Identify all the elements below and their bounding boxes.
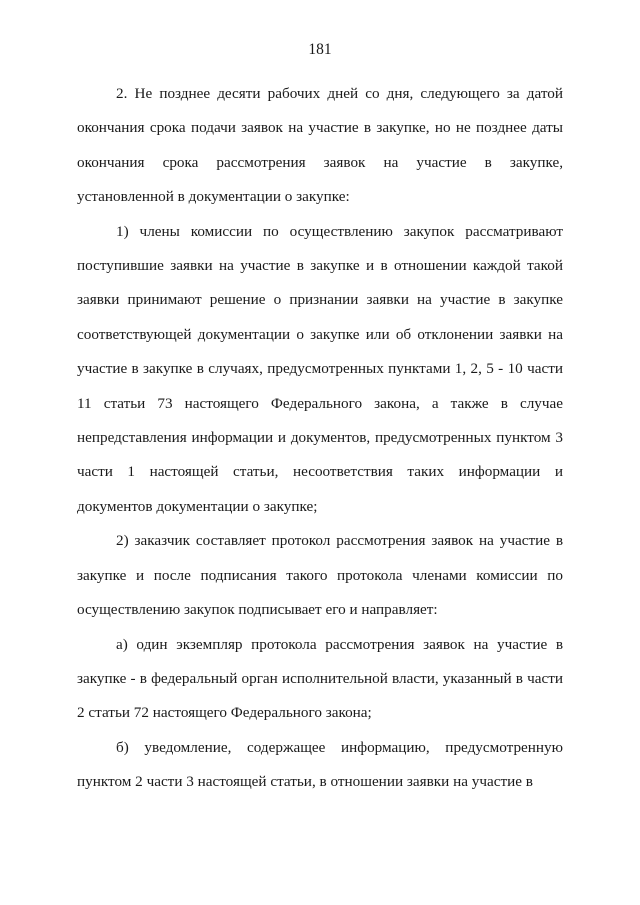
paragraph-subitem-a: а) один экземпляр протокола рассмотрения заявок на участие в закупке - в федеральный орган исполнительной власти, указанный в части 2 статьи 72 настоящего Федерального закона; — [77, 635, 563, 722]
document-body — [77, 77, 563, 800]
page-number: 181 — [308, 41, 332, 58]
paragraph-subitem-1: 1) члены комиссии по осуществлению закупок рассматривают поступившие заявки на участие в закупке и в отношении каждой такой заявки принимают решение о признании заявки на участие в закупке соответствующей документации о закупке или об отклонении заявки на участие в закупке в случаях, предусмотренных пунктами 1, 2, 5 - 10 части 11 статьи 73 настоящего Федерального закона, а также в случае непредставления информации и документов, предусмотренных пунктом 3 части 1 настоящей статьи, несоответствия таких информации и документов документации о закупке; — [77, 222, 563, 515]
paragraph-2-intro: 2. Не позднее десяти рабочих дней со дня, следующего за датой окончания срока подачи заявок на участие в закупке, но не позднее даты окончания срока рассмотрения заявок на участие в закупке, установленной в документации о закупке: — [77, 85, 563, 206]
paragraph-subitem-2: 2) заказчик составляет протокол рассмотрения заявок на участие в закупке и после подписания такого протокола членами комиссии по осуществлению закупок подписывает его и направляет: — [77, 532, 563, 619]
paragraph-subitem-b: б) уведомление, содержащее информацию, предусмотренную пунктом 2 части 3 настоящей статьи, в отношении заявки на участие в — [77, 738, 563, 791]
